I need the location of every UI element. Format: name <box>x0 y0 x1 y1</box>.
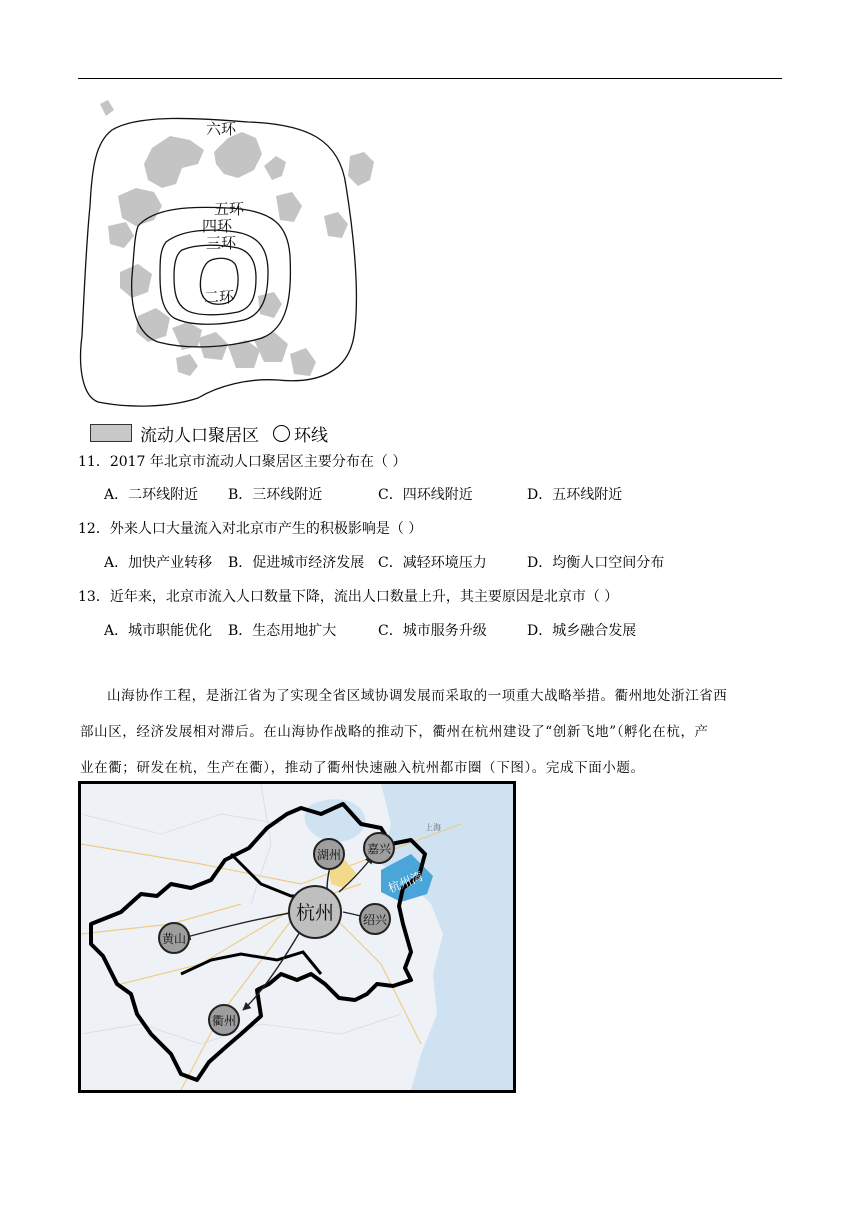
option-13-d[interactable]: D．城乡融合发展 <box>527 623 637 639</box>
city-label-quzhou: 衢州 <box>211 1014 237 1028</box>
floating-population-areas <box>100 100 374 376</box>
question-12 <box>78 518 422 538</box>
legend-ring-icon <box>273 425 290 442</box>
city-label-hangzhou: 杭州 <box>295 902 335 924</box>
city-label-huangshan: 黄山 <box>161 932 187 946</box>
option-11-a[interactable]: A．二环线附近 <box>104 487 199 503</box>
ring-label-5: 五环 <box>214 200 245 218</box>
passage <box>80 678 780 786</box>
question-number: 13． <box>78 589 110 605</box>
option-12-a[interactable]: A．加快产业转移 <box>104 555 213 571</box>
city-label-huzhou: 湖州 <box>316 848 342 862</box>
ring-label-6: 六环 <box>206 120 237 138</box>
option-13-a[interactable]: A．城市职能优化 <box>104 623 213 639</box>
question-text: 2017 年北京市流动人口聚居区主要分布在（ ） <box>109 454 407 470</box>
legend-ring-label: 环线 <box>294 425 328 446</box>
question-number: 11． <box>78 454 110 470</box>
question-text: 外来人口大量流入对北京市产生的积极影响是（ ） <box>109 521 423 537</box>
question-text: 近年来，北京市流入人口数量下降，流出人口数量上升，其主要原因是北京市（ ） <box>109 589 619 605</box>
ring-label-4: 四环 <box>202 217 233 235</box>
passage-line: 部山区，经济发展相对滞后。在山海协作战略的推动下，衢州在杭州建设了“创新飞地”（孵化在杭，产 <box>80 724 709 740</box>
city-label-jiaxing: 嘉兴 <box>366 842 392 856</box>
legend-area-label: 流动人口聚居区 <box>140 425 259 446</box>
arrow-to-quzhou <box>243 930 301 1010</box>
option-12-b[interactable]: B．促进城市经济发展 <box>228 555 365 571</box>
beijing-ring-map <box>78 96 388 418</box>
city-label-shaoxing: 绍兴 <box>362 913 388 927</box>
option-12-d[interactable]: D．均衡人口空间分布 <box>527 555 665 571</box>
hangzhou-metro-map <box>78 781 516 1093</box>
bay-label: 杭州湾 <box>386 869 425 896</box>
legend-swatch-area <box>90 424 132 442</box>
option-11-d[interactable]: D．五环线附近 <box>527 487 623 503</box>
ring-label-2: 二环 <box>204 288 235 306</box>
sea-area <box>381 784 513 1090</box>
option-11-b[interactable]: B．三环线附近 <box>228 487 323 503</box>
map-svg <box>81 784 513 1090</box>
ring-label-3: 三环 <box>206 234 237 252</box>
option-12-c[interactable]: C．减轻环境压力 <box>378 555 487 571</box>
passage-line: 山海协作工程，是浙江省为了实现全省区域协调发展而采取的一项重大战略举措。衢州地处浙江省西 <box>107 688 728 704</box>
question-number: 12． <box>78 521 110 537</box>
option-13-b[interactable]: B．生态用地扩大 <box>228 623 337 639</box>
question-11 <box>78 451 406 471</box>
inner-boundary <box>181 952 321 974</box>
passage-line: 业在衢；研发在杭，生产在衢），推动了衢州快速融入杭州都市圈（下图）。完成下面小题。 <box>80 760 645 776</box>
option-13-c[interactable]: C．城市服务升级 <box>378 623 487 639</box>
figure-legend <box>90 422 328 444</box>
question-13 <box>78 586 618 606</box>
basemap-label-shanghai: 上海 <box>425 823 441 832</box>
beijing-ring-svg <box>78 96 388 418</box>
option-11-c[interactable]: C．四环线附近 <box>378 487 473 503</box>
header-rule <box>78 78 782 79</box>
